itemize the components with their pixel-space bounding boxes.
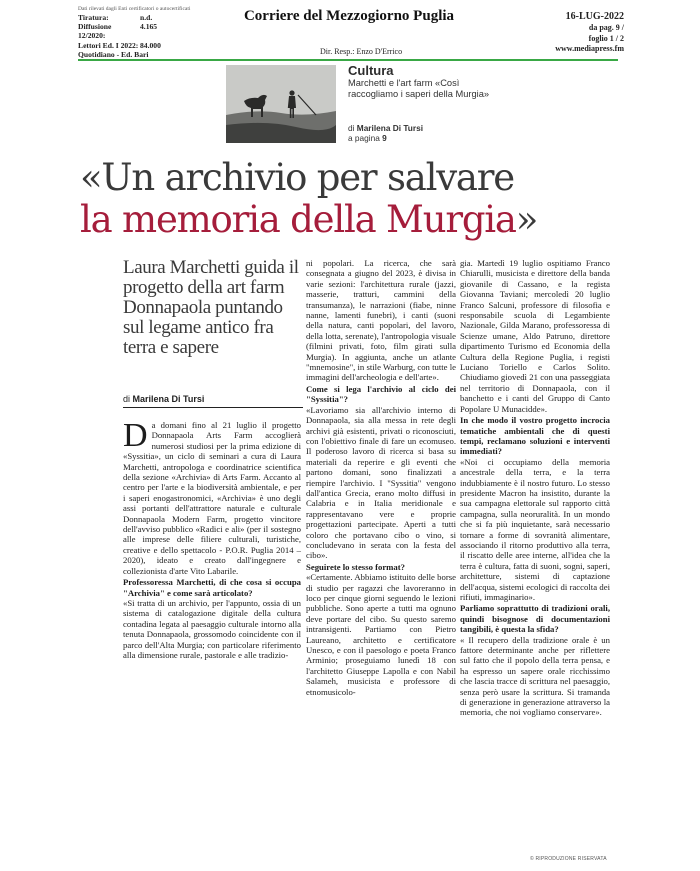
interview-question: Parliamo soprattutto di tradizioni orali, quindi bisognose di documentazioni tangibili, è questa la sfida? xyxy=(460,603,610,635)
article-byline: di Marilena Di Tursi xyxy=(123,394,303,408)
column-1-paragraphs xyxy=(123,417,301,660)
newspaper-name: Corriere del Mezzogiorno Puglia xyxy=(243,8,455,24)
interview-question: Professoressa Marchetti, di che cosa si occupa "Archivia" e come sarà articolato? xyxy=(123,577,301,598)
article-column-2 xyxy=(306,258,456,697)
sheet-number: foglio 1 / 2 xyxy=(588,33,624,43)
teaser-headline[interactable]: Marchetti e l'art farm «Così raccogliamo i saperi della Murgia» xyxy=(348,78,490,99)
drop-cap: D xyxy=(123,417,148,454)
edition-label: Quotidiano - Ed. Bari xyxy=(78,49,149,59)
director-line: Dir. Resp.: Enzo D'Errico xyxy=(320,47,403,56)
article-column-3 xyxy=(460,258,610,718)
teaser-page-ref: a pagina 9 xyxy=(348,133,387,143)
teaser-photo xyxy=(226,65,336,143)
teaser-byline: di Marilena Di Tursi xyxy=(348,123,424,133)
copyright-note: © RIPRODUZIONE RISERVATA xyxy=(530,856,607,862)
press-metadata: Dati rilevati dagli Enti certificatori o autocertificati Tiratura: n.d. Diffusione 12/2020: 4.165 Lettori Ed. I 2022: 84.000 Quotidiano - Ed. Bari xyxy=(78,6,238,59)
body-paragraph: «Certamente. Abbiamo istituito delle borse di studio per ragazzi che lavoreranno in loco per cinque giorni seguendo le lezioni pubbliche. Sono aperte a tutti ma ognuno deve portare del cibo. Su questo saremo intransigenti. Partiamo con Pietro Laureano, architetto e certificatore Unesco, e con il paesologo e poeta Franco Arminio; proseguiamo lunedì 18 con l'architetto Giuseppe Lapolla e con Nabil Salameh, musicista e professore di etnomusicolo- xyxy=(306,572,456,697)
article-column-1 xyxy=(123,417,301,660)
interview-question: Seguirete lo stesso format? xyxy=(306,561,405,572)
headline-line-1: «Un archivio per salvare xyxy=(80,156,514,199)
headline-line-2: la memoria della Murgia» xyxy=(80,198,538,241)
interview-question: In che modo il vostro progetto incrocia tematiche ambientali che di questi tempi, reclamano soluzioni e interventi immediati? xyxy=(460,415,610,457)
landscape-figures-image xyxy=(226,65,336,143)
body-paragraph: «Noi ci occupiamo della memoria ancestrale della terra, e la terra indubbiamente è il nostro futuro. Lo stesso presidente Macron ha insistito, durante la sua campagna elettorale sul rapporto città campagna, sulla neoruralità. In un mondo che si fa più inquietante, sarà necessario tornare a forme di sovranità alimentare, associando il ritorno produttivo alla terra, il riscatto delle aree interne, all'idea che la terra è cultura, fatta di suoni, sogni, saperi, architetture, sistemi di captazione dell'acqua, sistemi ecologici di raccolta dei rifiuti, immaginario». xyxy=(460,456,610,602)
issue-info xyxy=(512,10,624,55)
body-paragraph: «Lavoriamo sia all'archivio interno di Donnapaola, sia alla messa in rete degli archivi già esistenti, privati o riconosciuti, con l'obiettivo finale di fare un ecomuseo. Il poderoso lavoro di ricerca si basa su materiali da reperire e gli eventi che partono domani, sono finalizzati a riempire l'archivio. I "Syssitia" vengono dall'antica Grecia, erano molto diffusi in Calabria e in Italia meridionale e rappresentavano vere e proprie progettazioni partecipate. Aperti a tutti coloro che portavano cibo o vino, si concludevano in serata con la festa del cibo». xyxy=(306,404,456,561)
headline-highlight: Murgia xyxy=(386,198,516,241)
byline-author: Marilena Di Tursi xyxy=(132,394,205,404)
body-paragraph: ni popolari. La ricerca, che sarà consegnata a giugno del 2023, è divisa in varie sezioni: l'architettura rurale (jazzi, masserie, tratturi, cammini della transumanza), le narrazioni (fiabe, ninne nanne, lamenti funebri), i canti (suoni della natura, canti popolari, del lavoro, della lotta, serenate), l'antropologia visuale (filmini privati, foto, film girati sulla Murgia). In aggiunta, anche un atlante "mnemosine", in stile Warburg, con tutte le immagini dell'archeologia e dell'arte». xyxy=(306,258,456,383)
issue-date: 16-LUG-2022 xyxy=(565,11,624,22)
body-paragraph: gia. Martedì 19 luglio ospitiamo Franco Chiarulli, musicista e direttore della banda giovanile di Cassano, e la regista Giovanna Taviani; mercoledì 20 luglio Franco Salcuni, professore di filosofia e responsabile scuola di Legambiente Nazionale, Gilda Marano, professoressa di Scienze umane, Aldo Patruno, direttore dipartimento Turismo ed Economia della Cultura della Regione Puglia, i registi Luciano Toriello e Carlos Solito. Chiudiamo giovedì 21 con una passeggiata nel territorio di Donnapaola, con il banchetto e i canti del Gruppo di Canto Popolare U Munacidde». xyxy=(460,258,610,414)
website-link[interactable]: www.mediapress.fm xyxy=(555,44,624,53)
page-range: da pag. 9 / xyxy=(588,23,624,32)
header-divider xyxy=(78,59,618,61)
certification-note: Dati rilevati dagli Enti certificatori o autocertificati xyxy=(78,6,191,12)
article-subheadline: Laura Marchetti guida il progetto della art farm Donnapaola puntando sul legame antico fra terra e sapere xyxy=(123,257,299,358)
teaser-section-label: Cultura xyxy=(348,63,394,78)
article-headline xyxy=(80,156,640,246)
teaser-author: Marilena Di Tursi xyxy=(356,123,424,133)
body-paragraph: « Il recupero della tradizione orale è un fattore determinante anche per riflettere sul fatto che il popolo della terra pensa, e ha espresso un sapere orale ricchissimo che lascia tracce di scrittura nel paesaggio, senza però usare la scrittura. Si tramanda di generazione in generazione attraverso la memoria, che noi vogliamo conservare». xyxy=(460,634,610,718)
body-paragraph: «Si tratta di un archivio, per l'appunto, ossia di un sistema di catalogazione digitale della cultura contadina legata al paesaggio culturale intorno alla tenuta Donnapaola, grossomodo coincidente con il parco dell'Alta Murgia; con particolare riferimento alla dimensione rurale, pastorale e alle tradizio- xyxy=(123,597,301,660)
body-paragraph: a domani fino al 21 luglio il progetto Donnapaola Arts Farm accoglierà numerosi studiosi per la prima edizione di «Syssitia», un ciclo di seminari a cura di Laura Marchetti, antropologa e coordinatrice scientifica della sezione «Archivia» di Arts Farm. Accanto al centro per l'arte e la biodiversità ambientale, e per i saperi enogastronomici, «Archivia» è uno degli assi portanti dell'attrattore naturale e culturale Donnapaola Modern Farm, progetto vincitore dell'avviso pubblico «Radici e ali» (per il sostegno alle imprese delle filiere culturali, turistiche, creative e dello spettacolo - P.O.R. Puglia 2014 – 2020), ideato e creato dall'ingegnere e collezionista d'arte Vito Labarile. xyxy=(123,420,301,576)
interview-question: Come si lega l'archivio al ciclo dei "Syssitia"? xyxy=(306,383,456,405)
